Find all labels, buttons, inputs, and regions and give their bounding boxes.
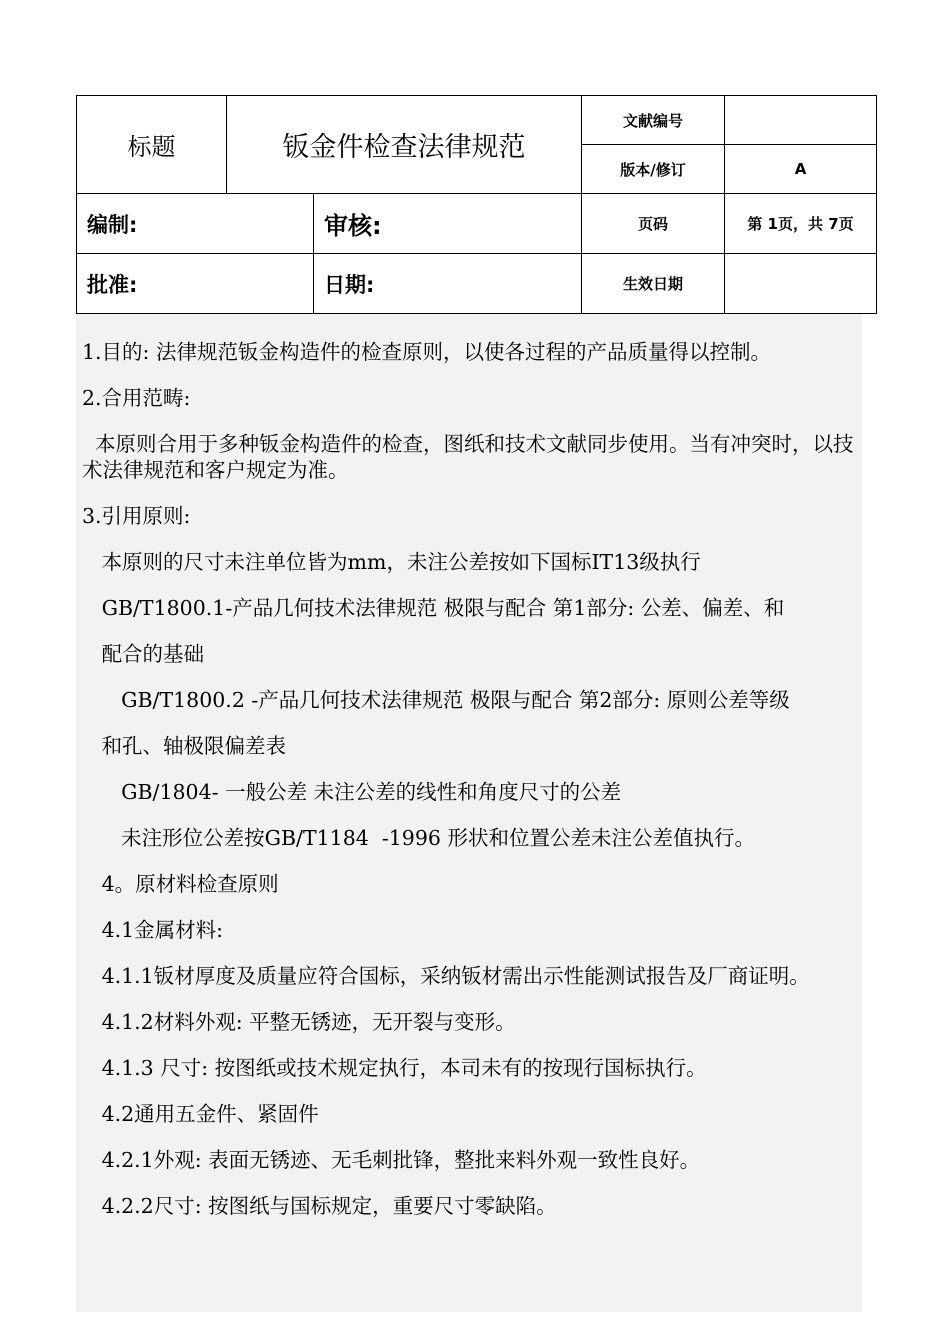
reference-gb1800-2: GB/T1800.2 -产品几何技术法律规范 极限与配合 第2部分: 原则公差等级	[82, 688, 790, 712]
page-number-label: 页码	[582, 194, 725, 254]
reference-gb1184: 未注形位公差按GB/T1184 -1996 形状和位置公差未注公差值执行。	[82, 826, 755, 850]
doc-number-label: 文献编号	[582, 96, 725, 145]
reference-gb1800-1-cont: 配合的基础	[82, 642, 205, 666]
item-4-1-3: 4.1.3 尺寸: 按图纸或技术规定执行，本司未有的按现行国标执行。	[82, 1056, 707, 1080]
reference-gb1804: GB/1804- 一般公差 未注公差的线性和角度尺寸的公差	[82, 780, 622, 804]
document-body	[82, 312, 862, 1219]
reference-gb1800-1: GB/T1800.1-产品几何技术法律规范 极限与配合 第1部分: 公差、偏差、和	[82, 596, 785, 620]
reviewed-by-label: 审核:	[314, 194, 582, 254]
section-references-heading: 3.引用原则:	[82, 504, 191, 528]
section-metal-materials: 4.1金属材料:	[82, 918, 224, 942]
effective-date-value	[725, 254, 877, 314]
section-scope-heading: 2.合用范畴:	[82, 386, 191, 410]
reference-intro: 本原则的尺寸未注单位皆为mm，未注公差按如下国标IT13级执行	[82, 550, 701, 574]
doc-number-value	[725, 96, 877, 145]
version-value: A	[725, 145, 877, 194]
date-label: 日期:	[314, 254, 582, 314]
section-raw-material-heading: 4。原材料检查原则	[82, 872, 279, 896]
header-table	[76, 95, 877, 314]
effective-date-label: 生效日期	[582, 254, 725, 314]
approved-by-label: 批准:	[77, 254, 314, 314]
version-label: 版本/修订	[582, 145, 725, 194]
prepared-by-label: 编制:	[77, 194, 314, 254]
section-hardware-fasteners: 4.2通用五金件、紧固件	[82, 1102, 319, 1126]
item-4-1-1: 4.1.1钣材厚度及质量应符合国标，采纳钣材需出示性能测试报告及厂商证明。	[82, 964, 810, 988]
page-number-value: 第 1页，共 7页	[725, 194, 877, 254]
title-label: 标题	[77, 96, 227, 194]
document-title: 钣金件检查法律规范	[227, 96, 582, 194]
section-scope-text: 本原则合用于多种钣金构造件的检查，图纸和技术文献同步使用。当有冲突时，以技术法律规范和客户规定为准。	[82, 432, 854, 482]
section-purpose: 1.目的: 法律规范钣金构造件的检查原则，以使各过程的产品质量得以控制。	[82, 340, 771, 364]
item-4-2-1: 4.2.1外观: 表面无锈迹、无毛刺批锋，整批来料外观一致性良好。	[82, 1148, 701, 1172]
item-4-1-2: 4.1.2材料外观: 平整无锈迹，无开裂与变形。	[82, 1010, 516, 1034]
reference-gb1800-2-cont: 和孔、轴极限偏差表	[82, 734, 287, 758]
item-4-2-2: 4.2.2尺寸: 按图纸与国标规定，重要尺寸零缺陷。	[82, 1194, 557, 1218]
